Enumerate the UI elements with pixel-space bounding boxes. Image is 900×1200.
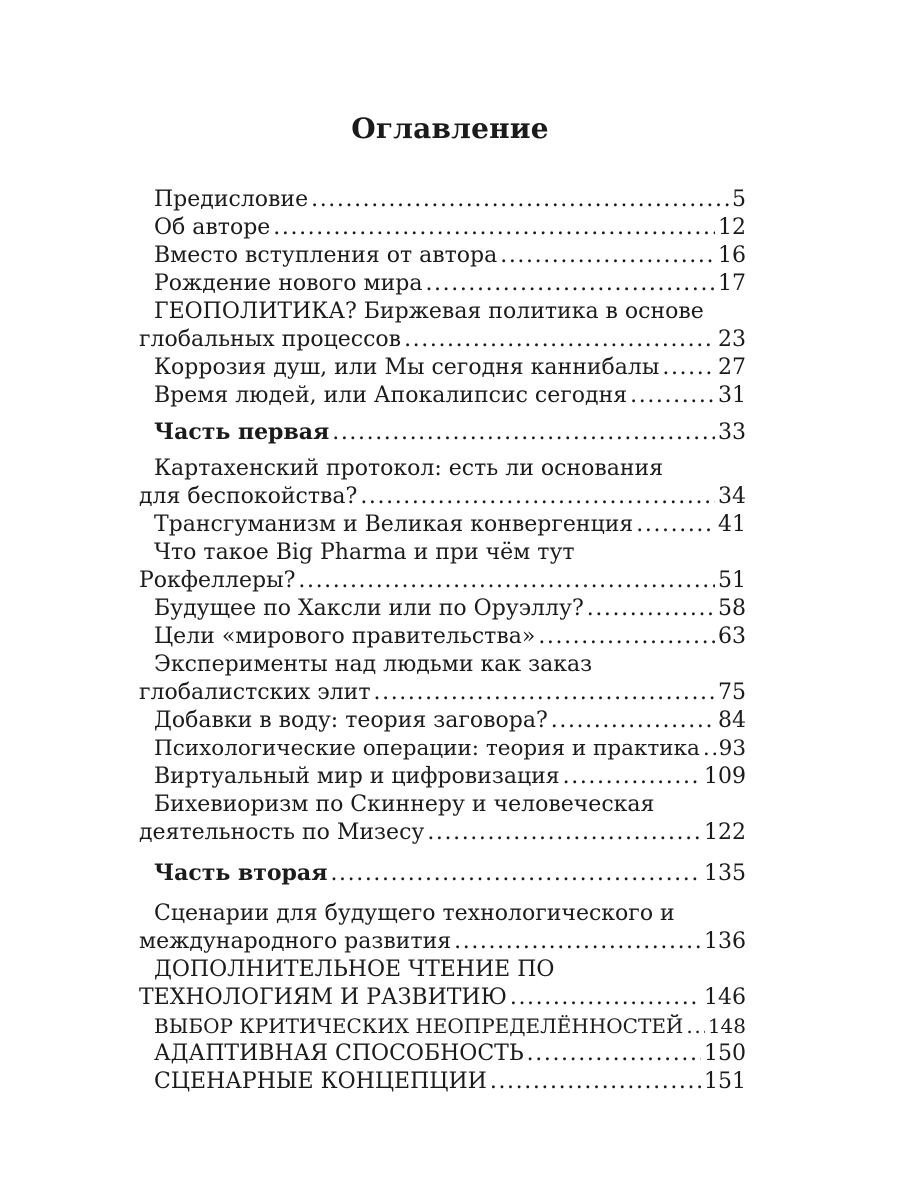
dot-leader <box>273 214 715 242</box>
dot-leader <box>563 763 701 791</box>
toc-entry-page: 41 <box>718 512 746 537</box>
toc-entry <box>139 382 746 410</box>
dot-leader <box>298 567 715 595</box>
toc-part-heading <box>139 418 746 447</box>
toc-entry-title: ВЫБОР КРИТИЧЕСКИХ НЕОПРЕДЕЛЁННОСТЕЙ <box>154 1014 684 1038</box>
toc-entry-page: 135 <box>704 861 746 886</box>
dot-leader <box>587 595 715 623</box>
dot-leader <box>538 623 715 651</box>
dot-leader <box>551 707 715 735</box>
dot-leader <box>703 735 716 763</box>
dot-leader <box>330 860 701 888</box>
toc-entry-title: международного развития <box>139 929 452 954</box>
toc-entry <box>139 511 746 539</box>
toc-entry-page: 12 <box>718 215 746 240</box>
toc-entry-page: 17 <box>718 271 746 296</box>
toc-entry <box>139 707 746 735</box>
toc-entry <box>139 354 746 382</box>
toc-entry-title: глобальных процессов <box>139 327 402 352</box>
toc-entry-title-line1: Сценарии для будущего технологического и <box>154 901 675 926</box>
part-title: Часть первая <box>154 419 330 445</box>
dot-leader <box>427 819 701 847</box>
part-title: Часть вторая <box>154 860 328 886</box>
toc-entry <box>139 455 746 511</box>
toc-entry-title-line1: Бихевиоризм по Скиннеру и человеческая <box>154 792 655 817</box>
toc-entry-title: Трансгуманизм и Великая конвергенция <box>154 512 634 537</box>
dot-leader <box>527 1040 701 1068</box>
toc-entry-title: Виртуальный мир и цифровизация <box>154 764 560 789</box>
toc-entry-title: для беспокойства? <box>139 484 358 509</box>
toc-entry-page: 33 <box>718 420 746 445</box>
dot-leader <box>500 242 715 270</box>
toc-entry-title: Психологические операции: теория и практика <box>154 736 700 761</box>
toc-entry-title: Рокфеллеры? <box>139 568 296 593</box>
toc-entry <box>139 595 746 623</box>
toc-entry-title: Цели «мирового правительства» <box>154 624 536 649</box>
toc-entry <box>139 1068 746 1096</box>
toc-entry-page: 93 <box>718 736 746 761</box>
toc-entry <box>139 735 746 763</box>
toc-entry-page: 34 <box>718 484 746 509</box>
dot-leader <box>510 984 701 1012</box>
toc-entry-title: Добавки в воду: теория заговора? <box>154 708 548 733</box>
toc-entry-page: 122 <box>704 820 746 845</box>
dot-leader <box>360 483 715 511</box>
toc-entry <box>139 214 746 242</box>
toc-entry-page: 5 <box>732 187 746 212</box>
toc-entry-page: 31 <box>718 383 746 408</box>
toc-part-heading <box>139 859 746 888</box>
toc-entry-page: 84 <box>718 708 746 733</box>
dot-leader <box>332 419 715 447</box>
toc-entry-title-line1: Эксперименты над людьми как заказ <box>154 652 593 677</box>
toc-entry-title: деятельность по Мизесу <box>139 820 425 845</box>
toc-entry-title-line1: ДОПОЛНИТЕЛЬНОЕ ЧТЕНИЕ ПО <box>154 957 555 982</box>
dot-leader <box>490 1068 701 1096</box>
toc-entry-title: Предисловие <box>154 187 309 212</box>
toc-entry-page: 58 <box>718 596 746 621</box>
toc-entry-page: 51 <box>718 568 746 593</box>
toc-entry-title-line1: Картахенский протокол: есть ли основания <box>154 456 664 481</box>
toc-entry-title: АДАПТИВНАЯ СПОСОБНОСТЬ <box>154 1041 524 1066</box>
table-of-contents <box>139 186 746 1096</box>
toc-entry-title: Коррозия душ, или Мы сегодня каннибалы <box>154 355 660 380</box>
toc-entry-title-line1: Что такое Big Pharma и при чём тут <box>154 540 575 565</box>
toc-entry-page: 109 <box>704 764 746 789</box>
toc-entry <box>139 186 746 214</box>
toc-entry-page: 16 <box>718 243 746 268</box>
toc-entry <box>139 1040 746 1068</box>
toc-entry-page: 27 <box>718 355 746 380</box>
dot-leader <box>662 354 715 382</box>
toc-entry-page: 151 <box>704 1069 746 1094</box>
toc-entry <box>139 623 746 651</box>
toc-entry <box>139 298 746 354</box>
toc-entry-page: 136 <box>704 929 746 954</box>
dot-leader <box>636 511 715 539</box>
toc-entry-title: Будущее по Хаксли или по Оруэллу? <box>154 596 584 621</box>
dot-leader <box>686 1012 704 1040</box>
toc-entry <box>139 791 746 847</box>
toc-entry-title: Время людей, или Апокалипсис сегодня <box>154 383 628 408</box>
toc-entry-page: 63 <box>718 624 746 649</box>
toc-entry <box>139 956 746 1012</box>
toc-entry-title-line1: ГЕОПОЛИТИКА? Биржевая политика в основе <box>154 299 704 324</box>
toc-entry-title: ТЕХНОЛОГИЯМ И РАЗВИТИЮ <box>139 985 507 1010</box>
toc-entry-title: Вместо вступления от автора <box>154 243 498 268</box>
toc-entry <box>139 270 746 298</box>
toc-entry-page: 146 <box>704 985 746 1010</box>
toc-entry-title: Рождение нового мира <box>154 271 423 296</box>
toc-entry-title: Об авторе <box>154 215 271 240</box>
toc-entry-page: 148 <box>707 1014 746 1038</box>
dot-leader <box>374 679 715 707</box>
toc-entry-page: 75 <box>718 680 746 705</box>
toc-entry-page: 23 <box>718 327 746 352</box>
toc-entry-title: глобалистских элит <box>139 680 371 705</box>
toc-entry <box>139 539 746 595</box>
dot-leader <box>311 186 729 214</box>
dot-leader <box>630 382 715 410</box>
page-title: Оглавление <box>351 112 549 145</box>
toc-entry-title: СЦЕНАРНЫЕ КОНЦЕПЦИИ <box>154 1069 487 1094</box>
dot-leader <box>404 326 715 354</box>
dot-leader <box>425 270 715 298</box>
toc-entry <box>139 900 746 956</box>
toc-entry <box>139 651 746 707</box>
toc-entry <box>139 1012 746 1040</box>
toc-entry-page: 150 <box>704 1041 746 1066</box>
toc-entry <box>139 242 746 270</box>
toc-entry <box>139 763 746 791</box>
dot-leader <box>454 928 701 956</box>
